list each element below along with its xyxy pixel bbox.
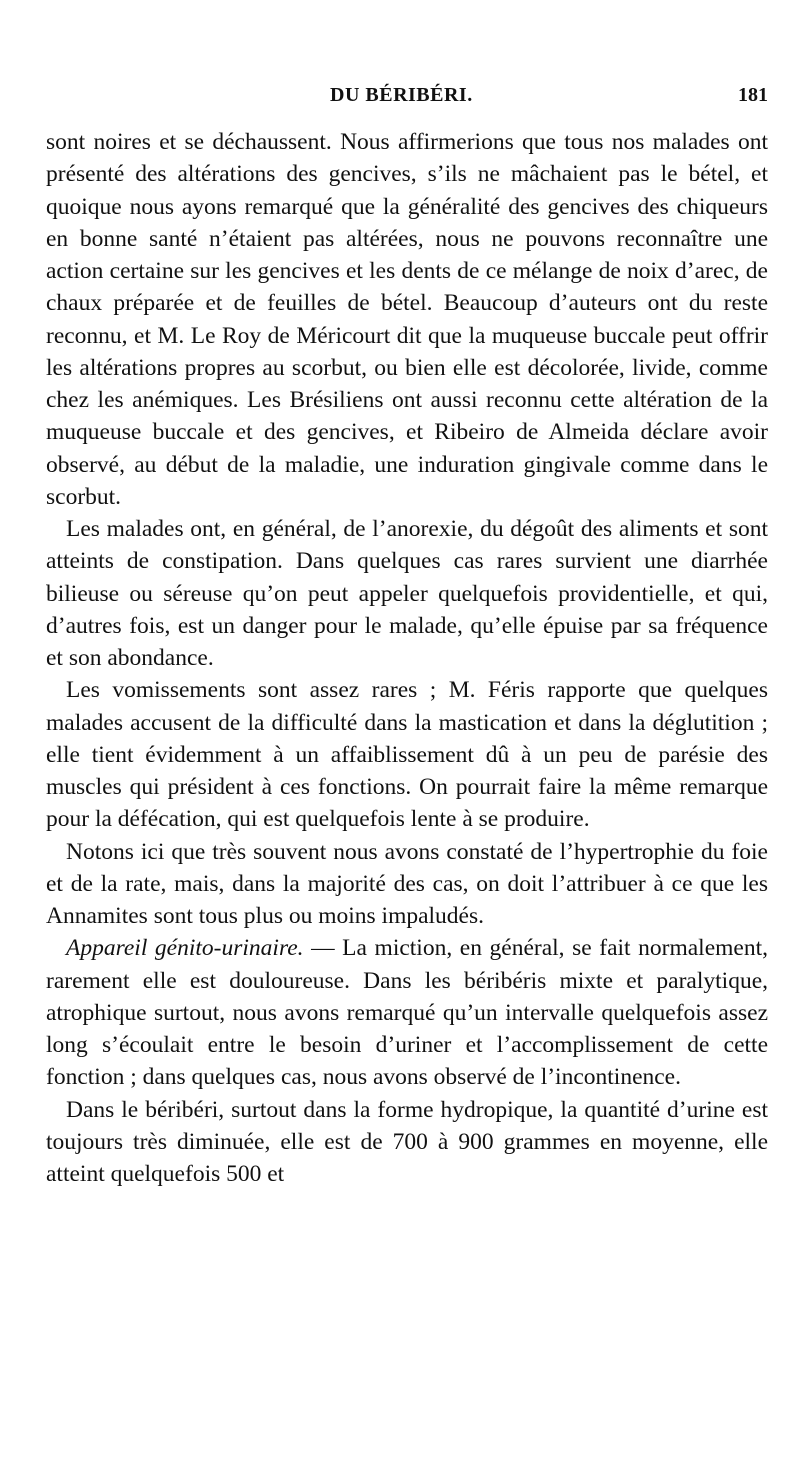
- paragraph-6: Dans le béribéri, surtout dans la forme hydropique, la quantité d’urine est toujours très diminuée, elle est de 700 à 900 grammes en moyenne, elle atteint quelquefois 500 et: [46, 1096, 768, 1187]
- section-heading: Appareil génito-urinaire.: [66, 935, 304, 962]
- paragraph-3: Les vomissements sont assez rares ; M. Féris rapporte que quelques malades accusent de la difficulté dans la mastication et dans la déglutition ; elle tient évidemment à un affaiblissement dû à un peu de parésie des muscles qui président à ces fonctions. On pourrait faire la même remarque pour la défécation, qui est quelquefois lente à se produire.: [46, 677, 768, 833]
- paragraph-5: [46, 932, 768, 1093]
- page-number: 181: [738, 84, 768, 106]
- paragraph-4: Notons ici que très souvent nous avons constaté de l’hypertrophie du foie et de la rate, mais, dans la majorité des cas, on doit l’attribuer à ce que les Annamites sont tous plus ou moins impaludés.: [46, 838, 768, 929]
- paragraph-1: sont noires et se déchaussent. Nous affirmerions que tous nos malades ont présenté des altérations des gencives, s’ils ne mâchaient pas le bétel, et quoique nous ayons remarqué que la généralité des gencives des chiqueurs en bonne santé n’étaient pas altérées, nous ne pouvons reconnaître une action certaine sur les gencives et les dents de ce mélange de noix d’arec, de chaux préparée et de feuilles de bétel. Beaucoup d’auteurs ont du reste reconnu, et M. Le Roy de Méricourt dit que la muqueuse buccale peut offrir les altérations propres au scorbut, ou bien elle est décolorée, livide, comme chez les anémiques. Les Brésiliens ont aussi reconnu cette altération de la muqueuse buccale et des gencives, et Ribeiro de Almeida déclare avoir observé, au début de la maladie, une induration gingivale comme dans le scorbut.: [46, 129, 768, 510]
- running-title: DU BÉRIBÉRI.: [330, 84, 473, 106]
- paragraph-5-text: — La miction, en général, se fait normalement, rarement elle est douloureuse. Dans les béribéris mixte et paralytique, atrophique surtout, nous avons remarqué qu’un intervalle quelquefois assez long s’écoulait entre le besoin d’uriner et l’accomplissement de cette fonction ; dans quelques cas, nous avons observé de l’incontinence.: [46, 935, 769, 1091]
- paragraph-2: Les malades ont, en général, de l’anorexie, du dégoût des aliments et sont atteints de constipation. Dans quelques cas rares survient une diarrhée bilieuse ou séreuse qu’on peut appeler quelquefois providentielle, et qui, d’autres fois, est un danger pour le malade, qu’elle épuise par sa fréquence et son abondance.: [46, 516, 768, 671]
- running-head: [0, 80, 800, 110]
- body-text: [46, 126, 768, 1190]
